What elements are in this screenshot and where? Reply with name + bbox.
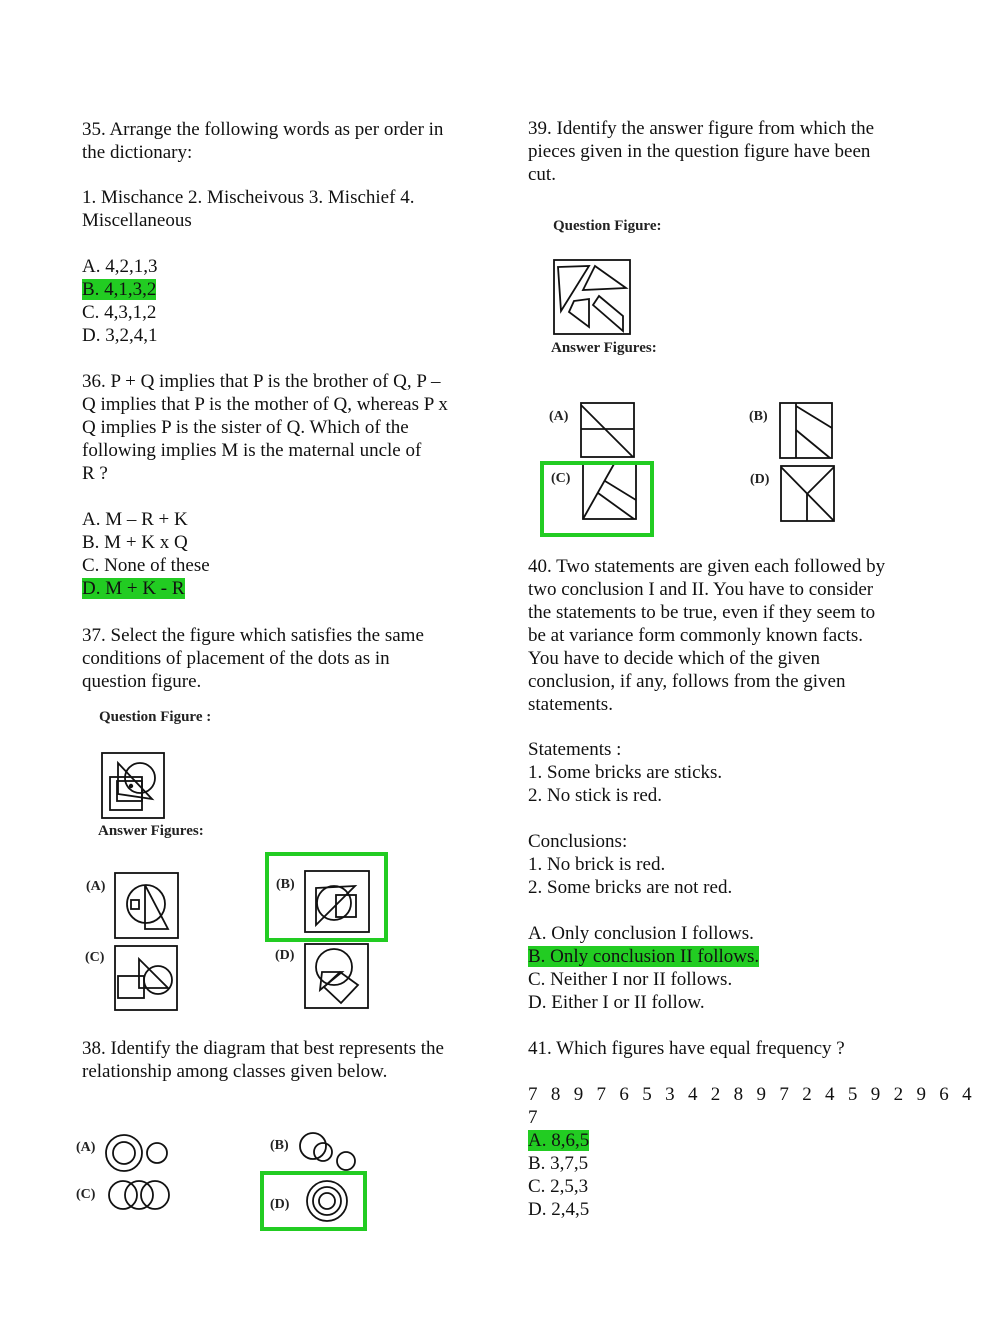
q39-option-c-figure[interactable]: [583, 464, 636, 519]
option-a-correct[interactable]: A. 8,6,5: [528, 1130, 590, 1151]
option-b[interactable]: B. 3,7,5: [528, 1153, 589, 1174]
text-line: Q implies that P is the mother of Q, whereas P x: [82, 394, 448, 415]
text-line: conclusion, if any, follows from the given: [528, 671, 846, 692]
option-d-correct[interactable]: D. M + K - R: [82, 578, 185, 599]
option-b-correct[interactable]: B. Only conclusion II follows.: [528, 946, 760, 967]
text-line: 39. Identify the answer figure from which the: [528, 118, 875, 139]
label-a: (A): [86, 879, 106, 894]
text-line: cut.: [528, 164, 556, 185]
text-line: following implies M is the maternal uncle of: [82, 440, 422, 461]
label-a: (A): [549, 409, 569, 424]
label-c: (C): [85, 950, 105, 965]
text-line: 1. Some bricks are sticks.: [528, 762, 723, 783]
q39-option-a-figure[interactable]: [581, 403, 634, 457]
text-line: relationship among classes given below.: [82, 1061, 388, 1082]
text-line: 35. Arrange the following words as per order in: [82, 119, 444, 140]
option-d[interactable]: D. 2,4,5: [528, 1199, 590, 1220]
text-line: 36. P + Q implies that P is the brother of Q, P –: [82, 371, 441, 392]
q39-option-b-figure[interactable]: [780, 403, 832, 458]
q39-option-d-figure[interactable]: [781, 466, 834, 521]
q37-question-figure: [102, 753, 164, 818]
option-d[interactable]: D. Either I or II follow.: [528, 992, 705, 1013]
label-b: (B): [276, 877, 295, 892]
q38-option-c-figure[interactable]: [109, 1181, 169, 1209]
option-a[interactable]: A. 4,2,1,3: [82, 256, 158, 277]
q41-sequence: 7 8 9 7 6 5 3 4 2 8 9 7 2 4 5 9 2 9 6 4 7: [528, 1084, 976, 1128]
label-b: (B): [749, 409, 768, 424]
label-c: (C): [76, 1187, 96, 1202]
q38-option-a-figure[interactable]: [106, 1135, 167, 1171]
q37-option-b-figure[interactable]: [305, 871, 369, 932]
option-c[interactable]: C. None of these: [82, 555, 210, 576]
q37-option-a-figure[interactable]: [115, 873, 178, 938]
text-line: 38. Identify the diagram that best represents the: [82, 1038, 444, 1059]
option-d[interactable]: D. 3,2,4,1: [82, 325, 158, 346]
text-line: pieces given in the question figure have been: [528, 141, 871, 162]
text-line: question figure.: [82, 671, 202, 692]
text-line: R ?: [82, 463, 108, 484]
answer-figures-label: Answer Figures:: [551, 340, 657, 356]
text-line: statements.: [528, 694, 613, 715]
text-line: two conclusion I and II. You have to consider: [528, 579, 874, 600]
q37-figures: [85, 709, 386, 1010]
question-figure-label: Question Figure:: [553, 218, 662, 234]
q39-figures: [542, 218, 834, 535]
text-line: Miscellaneous: [82, 210, 192, 231]
q38-figures: [76, 1133, 365, 1229]
text-line: the dictionary:: [82, 142, 193, 163]
option-c[interactable]: C. 4,3,1,2: [82, 302, 157, 323]
label-d: (D): [275, 948, 295, 963]
text-line: You have to decide which of the given: [528, 648, 820, 669]
q38-option-b-figure[interactable]: [300, 1133, 355, 1170]
text-line: be at variance form commonly known facts.: [528, 625, 864, 646]
text-line: the statements to be true, even if they seem to: [528, 602, 876, 623]
q39-question-figure: [554, 260, 630, 334]
label-c: (C): [551, 471, 571, 486]
text-line: 37. Select the figure which satisfies the same: [82, 625, 424, 646]
option-a[interactable]: A. Only conclusion I follows.: [528, 923, 754, 944]
text-line: conditions of placement of the dots as in: [82, 648, 390, 669]
label-a: (A): [76, 1140, 96, 1155]
q37-option-d-figure[interactable]: [305, 944, 368, 1008]
text-line: 41. Which figures have equal frequency ?: [528, 1038, 845, 1059]
text-line: 40. Two statements are given each followed by: [528, 556, 886, 577]
label-d: (D): [750, 472, 770, 487]
label-d: (D): [270, 1197, 290, 1212]
text-line: Q implies P is the sister of Q. Which of the: [82, 417, 409, 438]
option-c[interactable]: C. Neither I nor II follows.: [528, 969, 733, 990]
q37-option-c-figure[interactable]: [115, 946, 177, 1010]
text-line: Conclusions:: [528, 831, 628, 852]
text-line: 2. No stick is red.: [528, 785, 663, 806]
answer-figures-label: Answer Figures:: [98, 823, 204, 839]
option-a[interactable]: A. M – R + K: [82, 509, 188, 530]
text-line: 1. No brick is red.: [528, 854, 666, 875]
label-b: (B): [270, 1138, 289, 1153]
question-figure-label: Question Figure :: [99, 709, 212, 725]
option-b[interactable]: B. M + K x Q: [82, 532, 188, 553]
text-line: 1. Mischance 2. Mischeivous 3. Mischief 4.: [82, 187, 415, 208]
option-c[interactable]: C. 2,5,3: [528, 1176, 589, 1197]
option-b-correct[interactable]: B. 4,1,3,2: [82, 279, 157, 300]
text-line: 2. Some bricks are not red.: [528, 877, 733, 898]
text-line: Statements :: [528, 739, 622, 760]
q38-option-d-figure[interactable]: [307, 1181, 347, 1221]
